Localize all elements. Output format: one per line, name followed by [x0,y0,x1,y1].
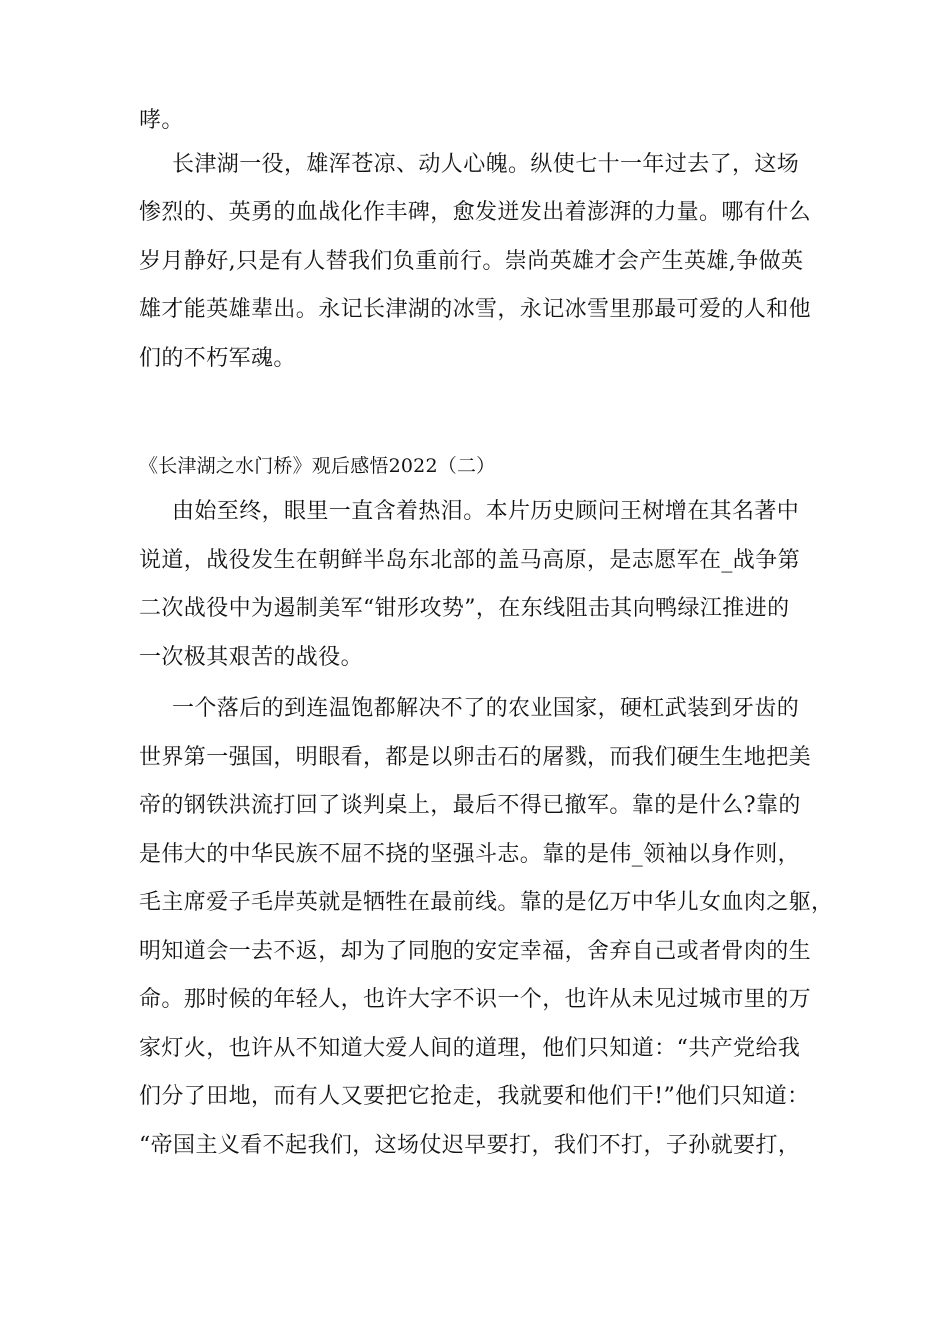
paragraph-4-line-1: 一个落后的到连温饱都解决不了的农业国家，硬杠武装到牙齿的 [172,696,800,721]
paragraph-4-line-2: 世界第一强国，明眼看，都是以卵击石的屠戮，而我们硬生生地把美 [139,745,812,770]
paragraph-2-line-1: 长津湖一役，雄浑苍凉、动人心魄。纵使七十一年过去了，这场 [172,152,800,177]
section-title: 《长津湖之水门桥》观后感悟2022（二） [139,455,496,477]
paragraph-2-line-3: 岁月静好,只是有人替我们负重前行。崇尚英雄才会产生英雄,争做英 [139,249,804,274]
paragraph-4-line-8: 家灯火，也许从不知道大爱人间的道理，他们只知道：“共产党给我 [139,1036,801,1061]
paragraph-4-line-4: 是伟大的中华民族不屈不挠的坚强斗志。靠的是伟_领袖以身作则， [139,842,801,867]
paragraph-4-line-5: 毛主席爱子毛岸英就是牺牲在最前线。靠的是亿万中华儿女血肉之躯， [139,890,834,915]
paragraph-2-line-4: 雄才能英雄辈出。永记长津湖的冰雪，永记冰雪里那最可爱的人和他 [139,297,812,322]
paragraph-4-line-7: 命。那时候的年轻人，也许大字不识一个，也许从未见过城市里的万 [139,987,812,1012]
paragraph-4-line-6: 明知道会一去不返，却为了同胞的安定幸福，舍弃自己或者骨肉的生 [139,939,812,964]
paragraph-4-line-3: 帝的钢铁洪流打回了谈判桌上，最后不得已撤军。靠的是什么?靠的 [139,793,801,818]
paragraph-2-line-2: 惨烈的、英勇的血战化作丰碑，愈发迸发出着澎湃的力量。哪有什么 [139,200,812,225]
paragraph-3-line-3: 二次战役中为遏制美军“钳形攻势”，在东线阻击其向鸭绿江推进的 [139,596,790,621]
paragraph-4-line-10: “帝国主义看不起我们，这场仗迟早要打，我们不打，子孙就要打， [139,1133,801,1158]
paragraph-1-line-1: 哮。 [139,108,184,133]
paragraph-4-line-9: 们分了田地，而有人又要把它抢走，我就要和他们干!”他们只知道： [139,1084,810,1109]
paragraph-3-line-2: 说道，战役发生在朝鲜半岛东北部的盖马高原，是志愿军在_战争第 [139,548,801,573]
paragraph-3-line-4: 一次极其艰苦的战役。 [139,645,364,670]
paragraph-3-line-1: 由始至终，眼里一直含着热泪。本片历史顾问王树增在其名著中 [172,499,800,524]
paragraph-2-line-5: 们的不朽军魂。 [139,346,296,371]
